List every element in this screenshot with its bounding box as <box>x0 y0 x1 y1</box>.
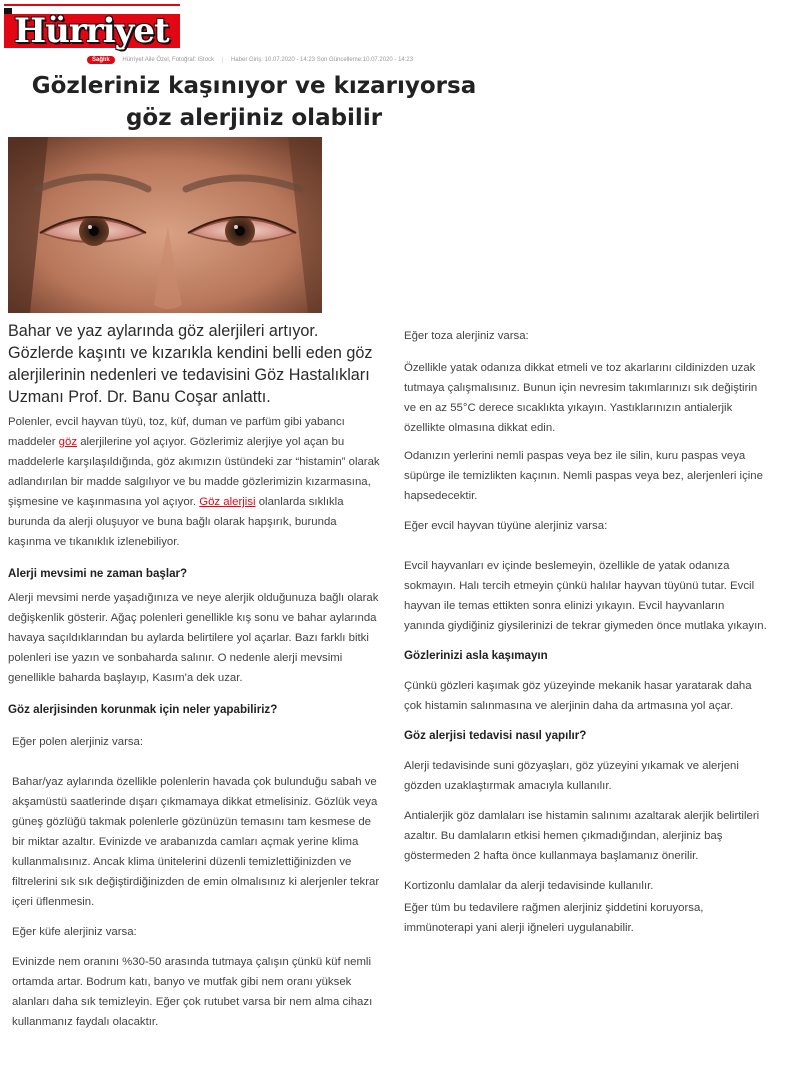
heading-protection: Göz alerjisinden korunmak için neler yapabiliriz? <box>8 703 278 716</box>
heading-treatment: Göz alerjisi tedavisi nasıl yapılır? <box>404 729 587 742</box>
treatment-paragraph-4: Eğer tüm bu tedavilere rağmen alerjiniz şiddetini koruyorsa, immünoterapi yani alerji iğneleri uygulanabilir. <box>404 902 704 934</box>
published-date: Haber Giriş: 10.07.2020 - 14:23 <box>230 57 316 63</box>
treatment-paragraph-3: Kortizonlu damlalar da alerji tedavisinde kullanılır. <box>404 880 654 892</box>
article-source: Hürriyet Aile Özel, Fotoğraf: iStock <box>122 57 215 63</box>
meta-separator: | <box>221 57 224 63</box>
hero-eyes-photo <box>8 137 322 313</box>
goz-alerjisi-link[interactable]: Göz alerjisi <box>199 496 256 508</box>
article-lead: Bahar ve yaz aylarında göz alerjileri artıyor. Gözlerde kaşıntı ve kızarıkla kendini belli eden göz alerjilerinin nedenleri ve tedavisini Göz Hastalıkları Uzmanı Prof. Dr. Banu Coşar anlattı. <box>8 322 373 406</box>
dust-paragraph-2: Odanızın yerlerini nemli paspas veya bez ile silin, kuru paspas veya süpürge ile temizlikten kaçının. Nemli paspas veya bez, alerjenleri içine hapsedecektir. <box>404 450 763 502</box>
logo-top-line <box>4 4 180 6</box>
pet-paragraph: Evcil hayvanları ev içinde beslemeyin, özellikle de yatak odanıza sokmayın. Halı tercih etmeyin çünkü halılar hayvan tüyünü tutar. Evcil hayvan ile temas ettikten sonra elinizi yıkayın. Evcil hayvanların yanında giydiğiniz giysilerinizi de tekrar giymeden önce mutlaka yıkayın. <box>404 560 767 632</box>
goz-link[interactable]: göz <box>58 436 78 448</box>
hero-image <box>8 137 322 313</box>
hurriyet-logo[interactable] <box>4 4 180 51</box>
article-left-column <box>8 320 380 1032</box>
mold-paragraph: Evinizde nem oranını %30-50 arasında tutmaya çalışın çünkü küf nemli ortamda artar. Bodrum katı, banyo ve mutfak gibi nem oranı yüksek alanları daha sık temizleyin. Eğer çok rutubet varsa bir nem alma cihazı kullanmanız faydalı olacaktır. <box>12 956 373 1028</box>
logo-text: Hürriyet <box>14 11 169 51</box>
category-badge[interactable]: Sağlık <box>87 56 115 64</box>
treatment-paragraph-1: Alerji tedavisinde suni gözyaşları, göz yüzeyini yıkamak ve alerjeni gözden uzaklaştırmak amacıyla kullanılır. <box>404 760 739 792</box>
pollen-question: Eğer polen alerjiniz varsa: <box>12 736 144 748</box>
season-paragraph: Alerji mevsimi nerde yaşadığınıza ve neye alerjik olduğunuza bağlı olarak değişkenlik gösterir. Ağaç polenleri genellikle kış sonu ve bahar aylarında havaya saçıldıklarından bu aylarda belirtilere yol açarlar. Bazı farklı bitki polenleri ise yazın ve sonbaharda salınır. O nedenle alerji mevsimi genellikle baharda başlayıp, Kasım'a dek uzar. <box>8 592 379 684</box>
intro-text-b: alerjilerine yol açıyor. Gözlerimiz alerjiye yol açan bu maddelerle karşılaşıldığında, göz akımızın üstündeki zar “histamin” olarak adlandırılan bir madde salgılıyor ve bu madde gözlerimizin kızarmasına, şişmesine ve kaşınmasına yol açıyor. <box>8 436 380 508</box>
heading-no-scratch: Gözlerinizi asla kaşımayın <box>404 649 548 662</box>
intro-paragraph <box>8 412 380 552</box>
dust-question: Eğer toza alerjiniz varsa: <box>404 330 529 342</box>
pet-question: Eğer evcil hayvan tüyüne alerjiniz varsa: <box>404 520 608 532</box>
intro-text-a: Polenler, evcil hayvan tüyü, toz, küf, duman ve parfüm gibi yabancı maddeler <box>8 416 345 448</box>
article-title: Gözleriniz kaşınıyor ve kızarıyorsa göz alerjiniz olabilir <box>31 73 477 131</box>
article-right-column <box>404 326 768 938</box>
intro-text-c: olanlarda sıklıkla burunda da alerji oluşuyor ve buna bağlı olarak hapşırık, burunda kaşınma ve tıkanıklık izlenebiliyor. <box>8 496 344 548</box>
updated-date: Son Güncelleme:10.07.2020 - 14:23 <box>316 57 414 63</box>
article-meta <box>87 56 413 64</box>
pollen-paragraph: Bahar/yaz aylarında özellikle polenlerin havada çok bulunduğu sabah ve akşamüstü saatlerinde dışarı çıkmamaya dikkat etmelisiniz. Gözlük veya güneş gözlüğü takmak polenlerle gözünüzün temasını tam kesmese de bir miktar azaltır. Evinizde ve arabanızda camları açmak yerine klima kullanmalısınız. Ancak klima ünitelerini düzenli temizlettiğinizden ve filtrelerini sık sık değiştirdiğinizden de emin olmalısınız ki alerjenler tekrar içeri üflenmesin. <box>12 776 380 908</box>
heading-allergy-season: Alerji mevsimi ne zaman başlar? <box>8 567 188 580</box>
scratch-paragraph: Çünkü gözleri kaşımak göz yüzeyinde mekanik hasar yaratarak daha çok histamin salınmasına ve alerjinin daha da artmasına yol açar. <box>404 680 752 712</box>
treatment-paragraph-2: Antialerjik göz damlaları ise histamin salınımı azaltarak alerjik belirtileri azaltır. Bu damlaların etkisi hemen çıkmadığından, alerjiniz baş göstermeden 2 hafta önce kullanmaya başlamanız önerilir. <box>404 810 760 862</box>
mold-question: Eğer küfe alerjiniz varsa: <box>12 926 137 938</box>
dust-paragraph-1: Özellikle yatak odanıza dikkat etmeli ve toz akarlarını cildinizden uzak tutmaya çalışmalısınız. Bunun için nevresim takımlarınızı sık değiştirin ve en az 55°C derece sıcaklıkta yıkayın. Yastıklarınızın antialerjik özellikte olmasına dikkat edin. <box>404 362 758 434</box>
